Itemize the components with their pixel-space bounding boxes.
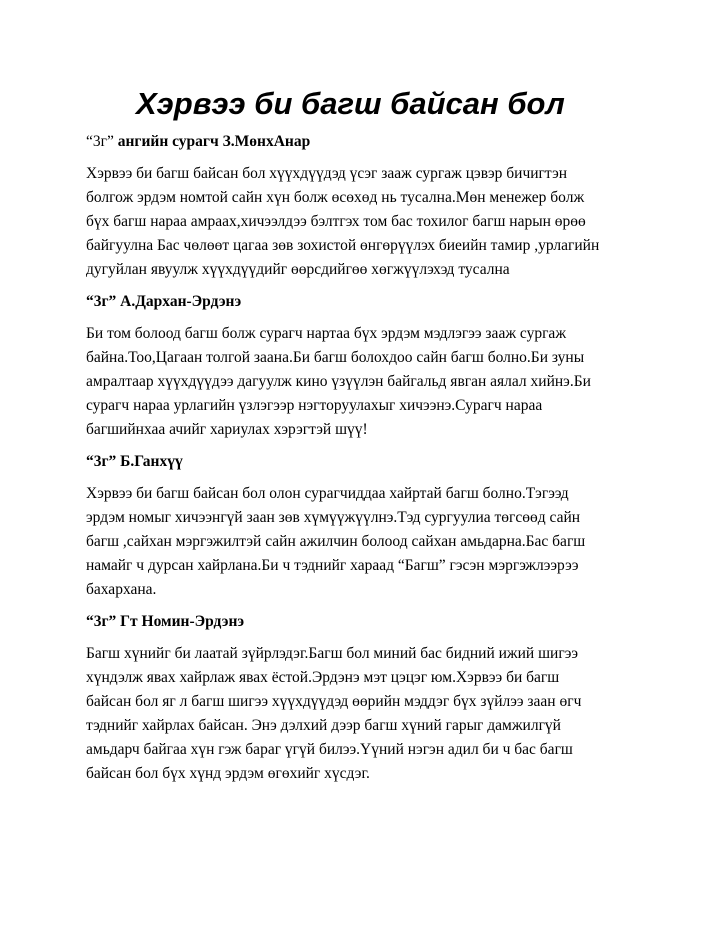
paragraph-line: амралтаар хүүхдүүдээ дагуулж кино үзүүлэн байгальд явган аялал хийнэ.Би [86, 373, 591, 390]
section-heading [86, 450, 646, 474]
paragraph-line: байсан бол бүх хүнд эрдэм өгөхийг хүсдэг. [86, 765, 370, 782]
paragraph-line: Би том болоод багш болж сурагч нартаа бүх эрдэм мэдлэгээ зааж сургаж [86, 325, 567, 342]
paragraph-line: эрдэм номыг хичээнгүй заан зөв хүмүүжүүлнэ.Тэд сургуулиа төгсөөд сайн [86, 509, 581, 526]
paragraph-line: байсан бол яг л багш шигээ хүүхдүүдэд өөрийн мэддэг бүх зүйлээ заан өгч [86, 693, 582, 710]
paragraph-line: Хэрвээ би багш байсан бол олон сурагчиддаа хайртай багш болно.Тэгээд [86, 485, 569, 502]
section-paragraph [86, 322, 646, 442]
paragraph-line: Багш хүнийг би лаатай зүйрлэдэг.Багш бол миний бас бидний ижий шигээ [86, 645, 578, 662]
paragraph-line: хүндэлж явах хайрлаж явах ёстой.Эрдэнэ мэт цэцэг юм.Хэрвээ би багш [86, 669, 560, 686]
section-heading [86, 610, 646, 634]
paragraph-line: амьдарч байгаа хүн гэж бараг үгүй билээ.Үүний нэгэн адил би ч бас багш [86, 741, 573, 758]
section-heading [86, 290, 646, 314]
paragraph-line: байна.Тоо,Цагаан толгой заана.Би багш болохдоо сайн багш болно.Би зуны [86, 349, 585, 366]
heading-author: ангийн сурагч З.МөнхАнар [113, 133, 311, 150]
heading-author: А.Дархан-Эрдэнэ [116, 293, 242, 310]
heading-class-label: “3г” [86, 453, 117, 470]
paragraph-line: багш ,сайхан мэргэжилтэй сайн ажилчин болоод сайхан амьдарна.Бас багш [86, 533, 586, 550]
paragraph-line: намайг ч дурсан хайрлана.Би ч тэднийг хараад “Багш” гэсэн мэргэжлээрээ [86, 557, 579, 574]
section-paragraph [86, 162, 646, 282]
paragraph-line: бахархана. [86, 581, 157, 598]
paragraph-line: Хэрвээ би багш байсан бол хүүхдүүдэд үсэг зааж сургаж цэвэр бичигтэн [86, 165, 568, 182]
heading-class-label: “3г” [86, 613, 117, 630]
heading-class-label: “3г” [86, 293, 117, 310]
section-nomin-erdene [86, 610, 646, 786]
paragraph-line: дугуйлан явуулж хүүхдүүдийг өөрсдийгөө хөгжүүлэхэд тусална [86, 261, 510, 278]
section-heading [86, 130, 646, 154]
section-paragraph [86, 642, 646, 786]
paragraph-line: тэднийг хайрлах байсан. Энэ дэлхий дээр багш хүний гарыг дамжилгүй [86, 717, 561, 734]
section-zmunkhanar [86, 130, 646, 282]
heading-author: Гт Номин-Эрдэнэ [116, 613, 245, 630]
section-bgankhuu [86, 450, 646, 602]
document-title: Хэрвээ би багш байсан бол [136, 86, 565, 121]
section-adarkhan-erdene [86, 290, 646, 442]
heading-author: Б.Ганхүү [116, 453, 183, 470]
paragraph-line: багшийнхаа ачийг хариулах хэрэгтэй шүү! [86, 421, 368, 438]
document-page [86, 84, 646, 794]
section-paragraph [86, 482, 646, 602]
paragraph-line: болгож эрдэм номтой сайн хүн болж өсөхөд нь тусална.Мөн менежер болж [86, 189, 585, 206]
paragraph-line: бүх багш нараа амраах,хичээлдээ бэлтгэх том бас тохилог багш нарын өрөө [86, 213, 586, 230]
paragraph-line: сурагч нараа урлагийн үзлэгээр нэгторуулахыг хичээнэ.Сурагч нараа [86, 397, 543, 414]
paragraph-line: байгуулна Бас чөлөөт цагаа зөв зохистой өнгөрүүлэх биеийн тамир ,урлагийн [86, 237, 600, 254]
heading-class-label: “3г” [86, 133, 114, 150]
